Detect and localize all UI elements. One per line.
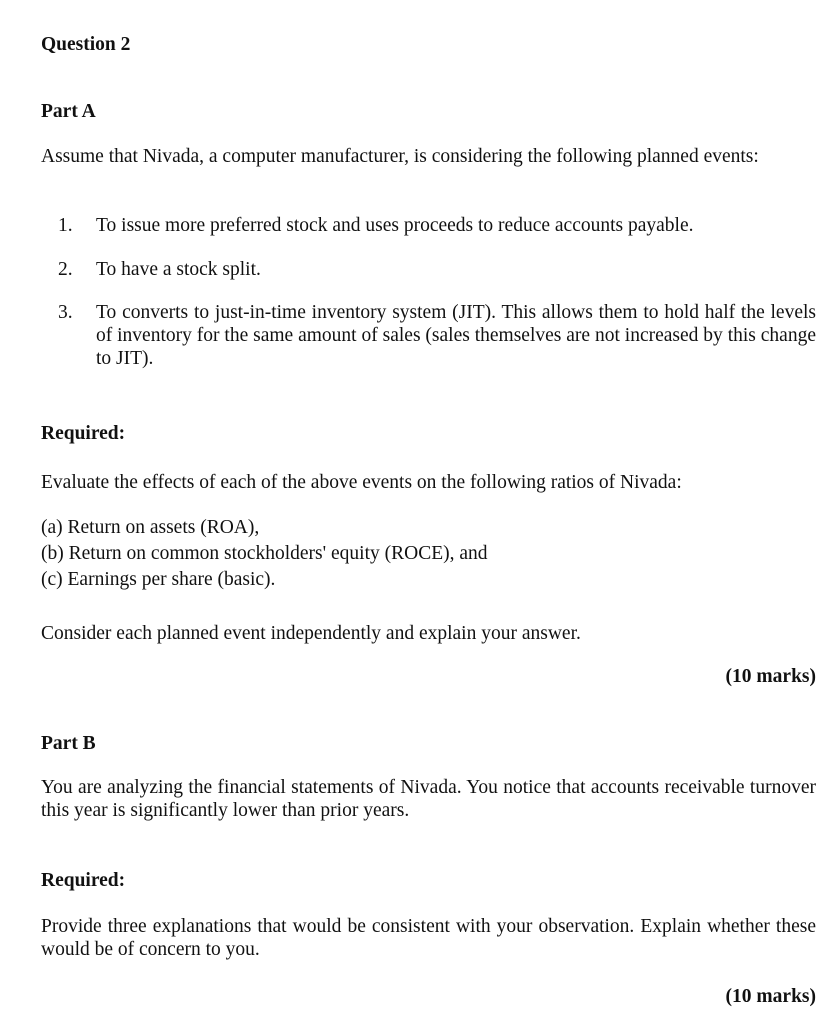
ratio-item: (c) Earnings per share (basic). (41, 569, 276, 590)
part-b-heading: Part B (41, 733, 96, 754)
evaluate-text: Evaluate the effects of each of the above events on the following ratios of Nivada: (41, 472, 682, 493)
list-item-text: To have a stock split. (96, 259, 261, 280)
list-item-number: 3. (58, 302, 73, 323)
part-b-marks: (10 marks) (725, 986, 816, 1007)
ratio-item: (a) Return on assets (ROA), (41, 517, 260, 538)
question-title: Question 2 (41, 34, 131, 55)
part-a-marks: (10 marks) (725, 666, 816, 687)
part-b-required-heading: Required: (41, 870, 126, 891)
list-item-number: 1. (58, 215, 73, 236)
part-a-required-heading: Required: (41, 423, 126, 444)
ratio-item: (b) Return on common stockholders' equity (ROCE), and (41, 543, 488, 564)
part-a-heading: Part A (41, 101, 96, 122)
list-item-number: 2. (58, 259, 73, 280)
part-a-intro: Assume that Nivada, a computer manufacturer, is considering the following planned events: (41, 146, 759, 167)
list-item-text: To converts to just-in-time inventory system (JIT). This allows them to hold half the levels of inventory for the same amount of sales (sales themselves are not increased by this change to JIT). (96, 302, 816, 369)
part-b-intro: You are analyzing the financial statements of Nivada. You notice that accounts receivable turnover this year is significantly lower than prior years. (41, 777, 816, 821)
part-b-task: Provide three explanations that would be consistent with your observation. Explain whether these would be of concern to you. (41, 916, 816, 960)
list-item-text: To issue more preferred stock and uses proceeds to reduce accounts payable. (96, 215, 694, 236)
consider-text: Consider each planned event independently and explain your answer. (41, 623, 581, 644)
